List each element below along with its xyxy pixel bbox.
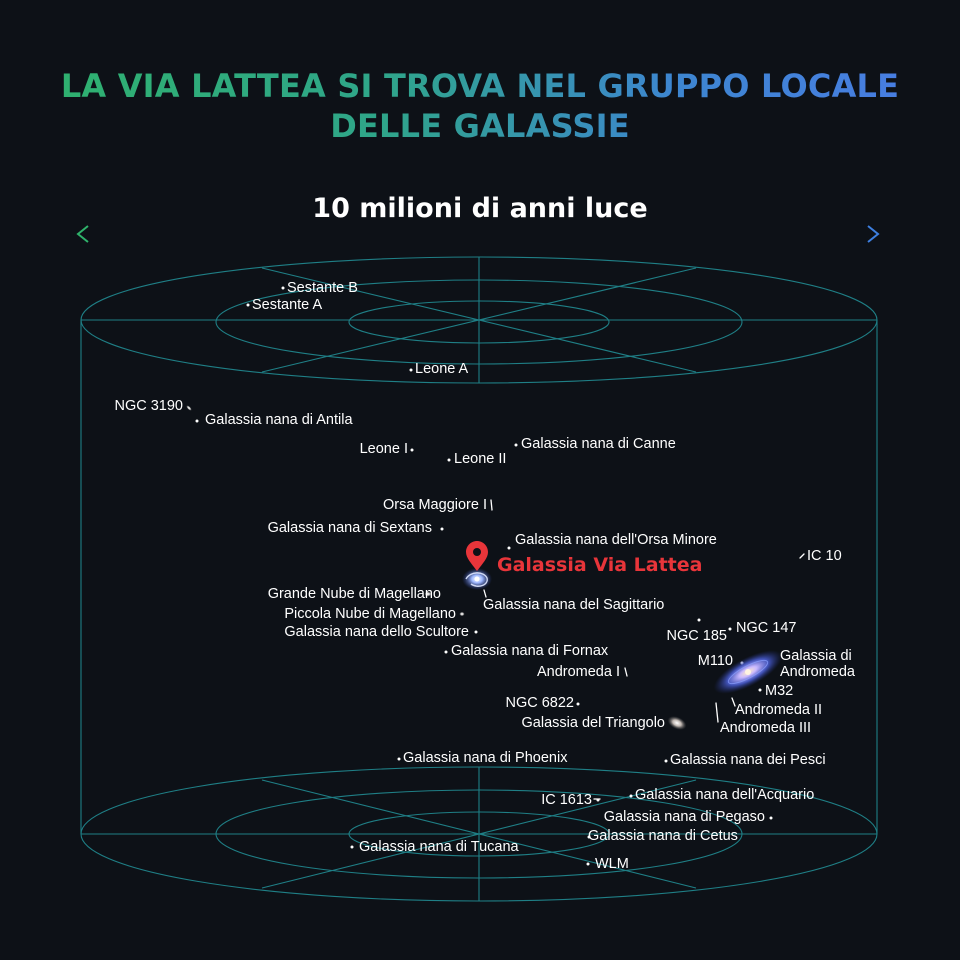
galaxy-label-sestante-b: Sestante B — [287, 280, 358, 296]
galaxy-label-ngc-147: NGC 147 — [736, 620, 797, 636]
galaxy-label-tucana: Galassia nana di Tucana — [359, 839, 519, 855]
galaxy-label-orsa-minore: Galassia nana dell'Orsa Minore — [515, 532, 717, 548]
galaxy-label-leone-a: Leone A — [415, 361, 469, 377]
location-pin-icon — [466, 541, 488, 571]
page-title — [0, 66, 960, 146]
galaxy-label-m110: M110 — [697, 653, 733, 669]
galaxy-label-ic-1613: IC 1613 — [541, 792, 592, 808]
galaxy-label-pesci: Galassia nana dei Pesci — [670, 752, 826, 768]
scale-label: 10 milioni di anni luce — [312, 193, 648, 224]
galaxy-label-leone-i: Leone I — [359, 441, 408, 457]
galaxy-label-scultore: Galassia nana dello Scultore — [284, 624, 469, 640]
milky-way-image — [462, 568, 492, 590]
galaxy-label-ic-10: IC 10 — [807, 548, 842, 564]
galaxy-label-piccola-nube: Piccola Nube di Magellano — [284, 606, 456, 622]
galaxy-label-antila: Galassia nana di Antila — [205, 412, 353, 428]
galaxy-label-andromeda-iii: Andromeda III — [720, 720, 812, 736]
galaxy-label-fornax: Galassia nana di Fornax — [451, 643, 609, 659]
galaxy-label-andromeda-line-1: Galassia di — [780, 648, 852, 664]
galaxy-label-pegaso: Galassia nana di Pegaso — [603, 809, 765, 825]
galaxy-label-cetus: Galassia nana di Cetus — [588, 828, 738, 844]
title-line-1: LA VIA LATTEA SI TROVA NEL GRUPPO LOCALE — [0, 66, 960, 106]
galaxy-label-grande-nube: Grande Nube di Magellano — [267, 586, 441, 602]
galaxy-label-canne: Galassia nana di Canne — [521, 436, 676, 452]
galaxy-label-sagittario: Galassia nana del Sagittario — [483, 597, 665, 613]
galaxy-label-andromeda-i: Andromeda I — [536, 664, 620, 680]
title-line-2: DELLE GALASSIE — [0, 106, 960, 146]
galaxy-label-sestante-a: Sestante A — [252, 297, 323, 313]
milky-way-label: Galassia Via Lattea — [497, 554, 703, 576]
galaxy-label-leone-ii: Leone II — [454, 451, 507, 467]
ngc3190-image — [185, 404, 192, 411]
galaxy-label-orsa-maggiore-i: Orsa Maggiore I — [383, 497, 487, 513]
galaxy-label-phoenix: Galassia nana di Phoenix — [403, 750, 568, 766]
galaxy-label-triangolo: Galassia del Triangolo — [521, 715, 665, 731]
triangulum-image — [665, 713, 688, 732]
galaxy-label-ngc-185: NGC 185 — [666, 628, 727, 644]
galaxy-label-sextans: Galassia nana di Sextans — [267, 520, 432, 536]
galaxy-label-ngc-3190: NGC 3190 — [114, 398, 183, 414]
galaxy-label-ngc-6822: NGC 6822 — [505, 695, 574, 711]
galaxy-label-andromeda-ii: Andromeda II — [735, 702, 823, 718]
galaxy-label-wlm: WLM — [595, 856, 629, 872]
galaxy-label-m32: M32 — [765, 683, 794, 699]
galaxy-label-acquario: Galassia nana dell'Acquario — [635, 787, 815, 803]
scale-arrow — [78, 226, 878, 242]
galaxy-label-andromeda-line-2: Andromeda — [780, 664, 855, 680]
top-disc — [81, 257, 877, 383]
